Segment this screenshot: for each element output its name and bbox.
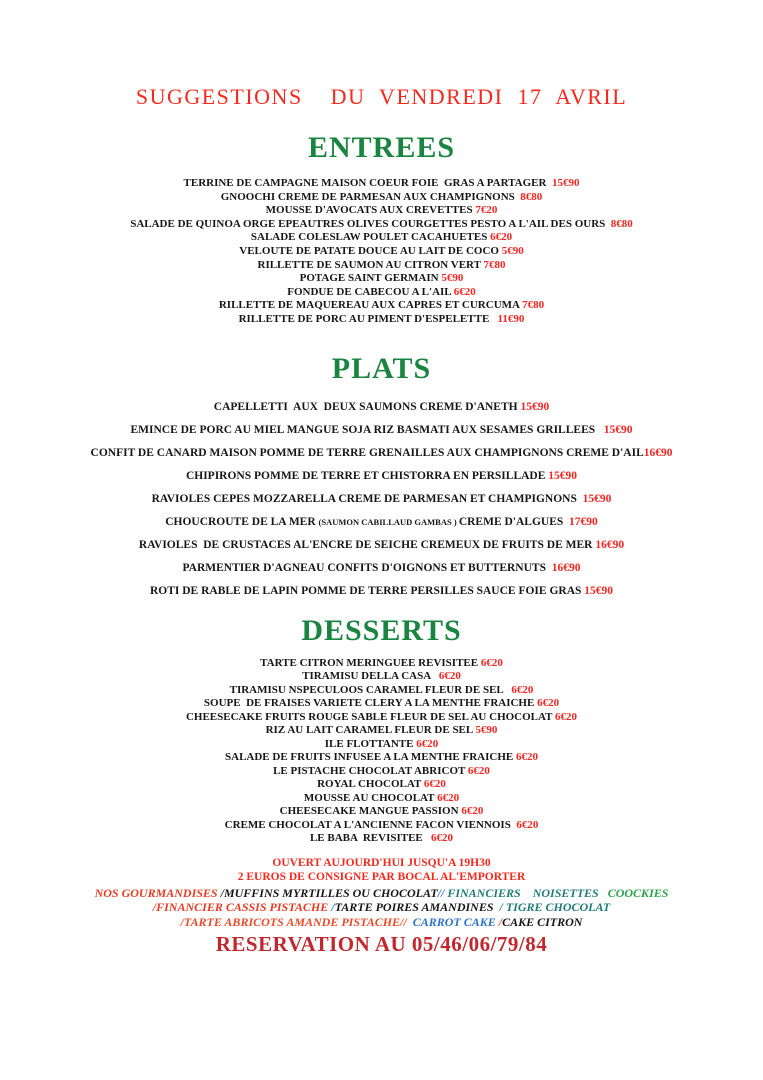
menu-item-price: 7€20 [472,204,498,217]
section-desserts [0,613,763,846]
menu-item [0,259,763,273]
menu-item-name: CHEESECAKE FRUITS ROUGE SABLE FLEUR DE SEL AU CHOCOLAT [185,710,553,723]
menu-item [0,792,763,806]
menu-item-price: 8€80 [605,217,633,230]
gourmandise-segment: // [437,885,448,900]
menu-item [0,465,763,488]
footer [0,856,763,958]
gourmandise-segment: /MUFFINS MYRTILLES OU CHOCOLAT [220,885,438,900]
menu-item-name: CREME CHOCOLAT A L'ANCIENNE FACON VIENNOIS [224,818,511,831]
opening-hours-line: OUVERT AUJOURD'HUI JUSQU'A 19H30 [272,856,491,869]
menu-item [0,819,763,833]
menu-item-price: 6€20 [422,832,454,845]
section-heading-entrees: ENTREES [307,131,456,164]
menu-item [0,557,763,580]
menu-item-name: RILLETTE DE MAQUEREAU AUX CAPRES ET CURCUMA [218,299,520,312]
menu-item-price: 15€90 [545,469,578,482]
menu-item-name: MOUSSE AU CHOCOLAT [303,791,435,804]
gourmandise-segment: / [331,900,335,915]
menu-item [0,657,763,671]
gourmandises-line [0,900,763,915]
menu-item-name: RILLETTE DE SAUMON AU CITRON VERT [257,258,481,271]
menu-item-price: 6€20 [413,737,439,750]
menu-item-price: 15€90 [517,400,550,413]
menu-item [0,272,763,286]
menu-item-price: 15€90 [546,177,580,189]
menu-item-price: 6€20 [465,764,490,777]
gourmandise-segment: NOS GOURMANDISES [94,885,221,900]
gourmandise-segment: COOCKIES [601,885,669,900]
menu-item-price: 6€20 [451,285,476,298]
menu-item-price: 17€90 [563,515,598,528]
gourmandises-line [0,886,763,901]
gourmandise-segment: CARROT CAKE [406,914,499,929]
menu-item [0,765,763,779]
gourmandises-block [0,886,763,930]
menu-item [0,442,763,465]
menu-item-name: SOUPE DE FRAISES VARIETE CLERY A LA MENTHE FRAICHE [203,697,535,710]
menu-item-name: POTAGE SAINT GERMAIN [299,272,439,285]
menu-item-name: SALADE DE QUINOA ORGE EPEAUTRES OLIVES COURGETTES PESTO A L'AIL DES OURS [130,217,606,230]
menu-item-price: 15€90 [595,423,633,436]
gourmandise-segment: / [498,914,503,929]
menu-item-name: TIRAMISU DELLA CASA [302,670,431,683]
menu-item-price: 6€20 [503,683,534,696]
menu-item-name: TIRAMISU NSPECULOOS CARAMEL FLEUR DE SEL [229,683,504,696]
menu-item-name: PARMENTIER D'AGNEAU CONFITS D'OIGNONS ET BUTTERNUTS [182,561,546,574]
menu-item [0,191,763,205]
menu-item-name: MOUSSE D'AVOCATS AUX CREVETTES [265,204,473,217]
menu-item-name: RAVIOLES CEPES MOZZARELLA CREME DE PARMESAN ET CHAMPIGNONS [151,492,577,505]
gourmandise-segment: TARTE POIRES AMANDINES [334,900,497,915]
deposit-line: 2 EUROS DE CONSIGNE PAR BOCAL AL'EMPORTER [237,871,526,884]
menu-item-name: LE BABA REVISITEE [309,832,423,845]
menu-item-name: CAPELLETTI AUX DEUX SAUMONS CREME D'ANETH [213,400,518,413]
menu-item-name: CREME D'ALGUES [458,515,564,528]
menu-item-name: TARTE CITRON MERINGUEE REVISITEE [260,656,479,669]
menu-item-price: 6€20 [487,231,513,244]
menu-item [0,684,763,698]
menu-item-price: 6€20 [534,697,560,710]
menu-item [0,724,763,738]
menu-item-name: LE PISTACHE CHOCOLAT ABRICOT [273,764,466,777]
section-heading-desserts: DESSERTS [301,613,462,647]
menu-item-name: CHEESECAKE MANGUE PASSION [279,805,459,818]
menu-item-price: 8€80 [514,190,543,203]
menu-item [0,313,763,327]
menu-item-price: 16€90 [592,538,625,551]
menu-item [0,738,763,752]
menu-item [0,218,763,232]
gourmandise-segment: / TIGRE CHOCOLAT [496,900,611,915]
menu-item-note: (SAUMON CABILLAUD GAMBAS ) [318,516,459,527]
menu-item [0,697,763,711]
menu-item [0,231,763,245]
menu-item-name: GNOOCHI CREME DE PARMESAN AUX CHAMPIGNONS [220,190,515,203]
menu-item-price: 6€20 [430,670,461,683]
gourmandise-segment: FINANCIERS NOISETTES [447,885,602,900]
menu-item-name: CHOUCROUTE DE LA MER [165,515,319,528]
menu-item-price: 5€90 [472,724,498,737]
section-heading-plats: PLATS [331,351,432,385]
gourmandises-line [0,915,763,930]
section-entrees [0,130,763,327]
menu-item [0,204,763,218]
menu-item-price: 15€90 [576,492,612,505]
menu-item-name: VELOUTE DE PATATE DOUCE AU LAIT DE COCO [239,244,499,257]
menu-item-price: 16€90 [545,561,581,574]
menu-item [0,832,763,846]
menu-item [0,245,763,259]
reservation-line: RESERVATION AU 05/46/06/79/84 [215,932,548,957]
menu-item [0,534,763,557]
menu-item-price: 6€20 [552,710,578,723]
menu-title: SUGGESTIONS DU VENDREDI 17 AVRIL [135,84,628,109]
menu-item-name: CHIPIRONS POMME DE TERRE ET CHISTORRA EN PERSILLADE [185,469,546,482]
menu-item-name: RILLETTE DE PORC AU PIMENT D'ESPELETTE [238,312,490,325]
menu-item-price: 6€20 [434,791,460,804]
menu-item-name: ROTI DE RABLE DE LAPIN POMME DE TERRE PERSILLES SAUCE FOIE GRAS [149,584,582,597]
menu-item-name: ROYAL CHOCOLAT [317,778,422,791]
menu-item-price: 5€90 [438,272,464,285]
menu-item [0,580,763,603]
menu-item [0,396,763,419]
menu-item-price: 16€90 [643,446,673,459]
menu-item [0,805,763,819]
plats-item-list [0,396,763,603]
menu-item [0,299,763,313]
menu-item-price: 6€20 [421,778,446,791]
menu-item-name: FONDUE DE CABECOU A L'AIL [287,285,452,298]
menu-item [0,778,763,792]
menu-item-name: SALADE DE FRUITS INFUSEE A LA MENTHE FRAICHE [225,751,514,764]
menu-item-price: 7€80 [519,299,545,312]
menu-item [0,711,763,725]
menu-item-price: 6€20 [478,656,503,669]
menu-item-name: SALADE COLESLAW POULET CACAHUETES [250,231,488,244]
menu-item-name: TERRINE DE CAMPAGNE MAISON COEUR FOIE GRAS A PARTAGER [183,177,547,189]
gourmandise-segment: /FINANCIER CASSIS PISTACHE [152,900,332,915]
menu-item-name: RAVIOLES DE CRUSTACES AL'ENCRE DE SEICHE CREMEUX DE FRUITS DE MER [138,538,593,551]
menu-item-name: EMINCE DE PORC AU MIEL MANGUE SOJA RIZ BASMATI AUX SESAMES GRILLEES [130,423,596,436]
menu-item-price: 11€90 [489,312,525,325]
entrees-item-list [0,177,763,327]
menu-item-name: CONFIT DE CANARD MAISON POMME DE TERRE GRENAILLES AUX CHAMPIGNONS CREME D'AIL [90,446,644,459]
menu-item-name: ILE FLOTTANTE [324,737,414,750]
menu-item-price: 5€90 [498,244,524,257]
menu-item [0,419,763,442]
menu-item-price: 7€80 [480,258,506,271]
section-plats [0,351,763,603]
menu-item-price: 6€20 [510,818,539,831]
menu-item-price: 6€20 [458,805,484,818]
menu-item [0,511,763,534]
menu-item [0,177,763,191]
menu-item-price: 15€90 [581,584,614,597]
menu-item-name: RIZ AU LAIT CARAMEL FLEUR DE SEL [265,724,473,737]
menu-item [0,751,763,765]
menu-item [0,488,763,511]
menu-item [0,286,763,300]
gourmandise-segment: CAKE CITRON [502,914,583,929]
desserts-item-list [0,657,763,846]
gourmandise-segment: /TARTE ABRICOTS AMANDE PISTACHE// [180,914,407,929]
menu-item-price: 6€20 [513,751,538,764]
menu-item [0,670,763,684]
